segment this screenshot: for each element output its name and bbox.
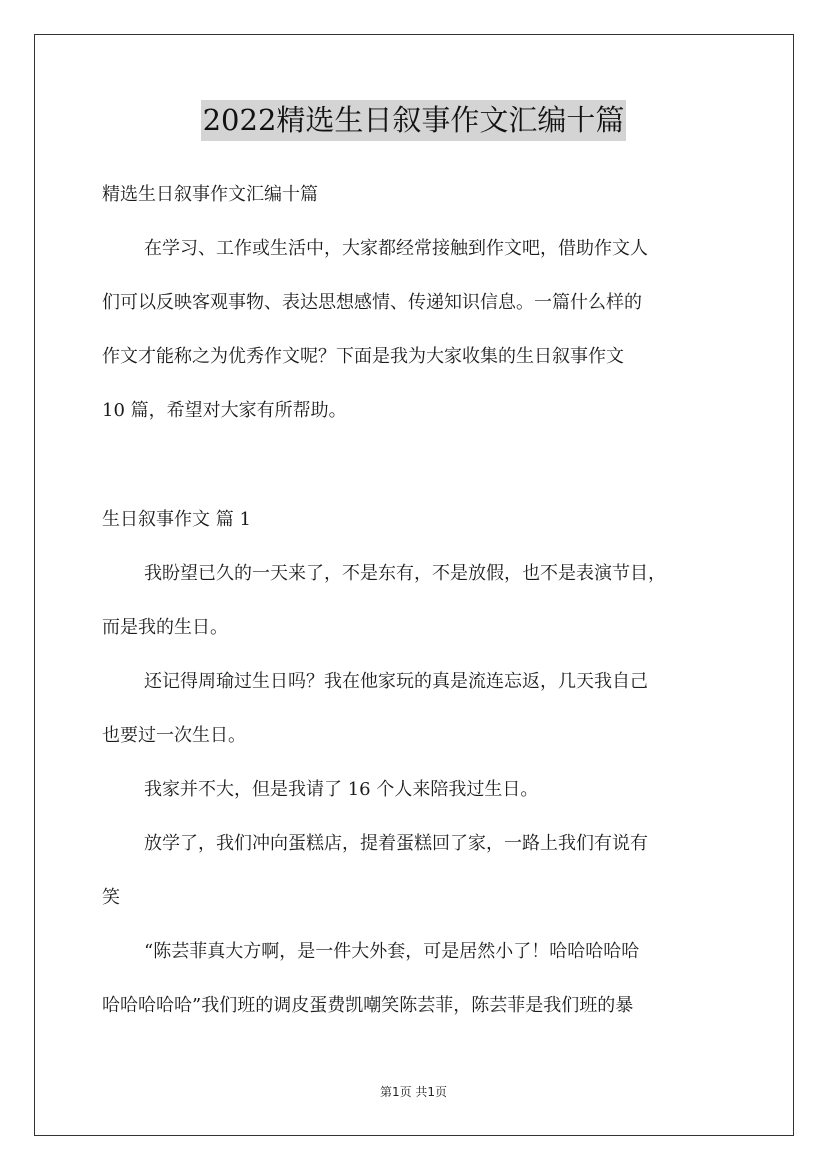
body-line: 而是我的生日。 [102, 617, 228, 638]
body-line: “陈芸菲真大方啊，是一件大外套，可是居然小了！哈哈哈哈哈 [144, 941, 640, 962]
body-line: 放学了，我们冲向蛋糕店，提着蛋糕回了家，一路上我们有说有 [144, 833, 648, 854]
intro-line: 10 篇，希望对大家有所帮助。 [102, 400, 347, 421]
page-footer: 第1页 共1页 [379, 1085, 448, 1099]
document-subtitle: 精选生日叙事作文汇编十篇 [102, 184, 318, 205]
section-heading: 生日叙事作文 篇 1 [102, 509, 251, 530]
body-line: 我家并不大，但是我请了 16 个人来陪我过生日。 [144, 779, 539, 800]
body-line: 笑 [102, 887, 120, 908]
body-line: 还记得周瑜过生日吗？我在他家玩的真是流连忘返，几天我自己 [144, 671, 648, 692]
title-container [0, 100, 827, 141]
intro-line: 在学习、工作或生活中，大家都经常接触到作文吧，借助作文人 [144, 238, 648, 259]
intro-line: 作文才能称之为优秀作文呢？下面是我为大家收集的生日叙事作文 [102, 346, 624, 367]
body-line: 我盼望已久的一天来了，不是东有，不是放假，也不是表演节目， [144, 563, 666, 584]
intro-line: 们可以反映客观事物、表达思想感情、传递知识信息。一篇什么样的 [102, 292, 642, 313]
body-line: 哈哈哈哈哈”我们班的调皮蛋费凯嘲笑陈芸菲，陈芸菲是我们班的暴 [102, 995, 634, 1016]
body-line: 也要过一次生日。 [102, 725, 246, 746]
document-title: 2022精选生日叙事作文汇编十篇 [201, 100, 627, 141]
